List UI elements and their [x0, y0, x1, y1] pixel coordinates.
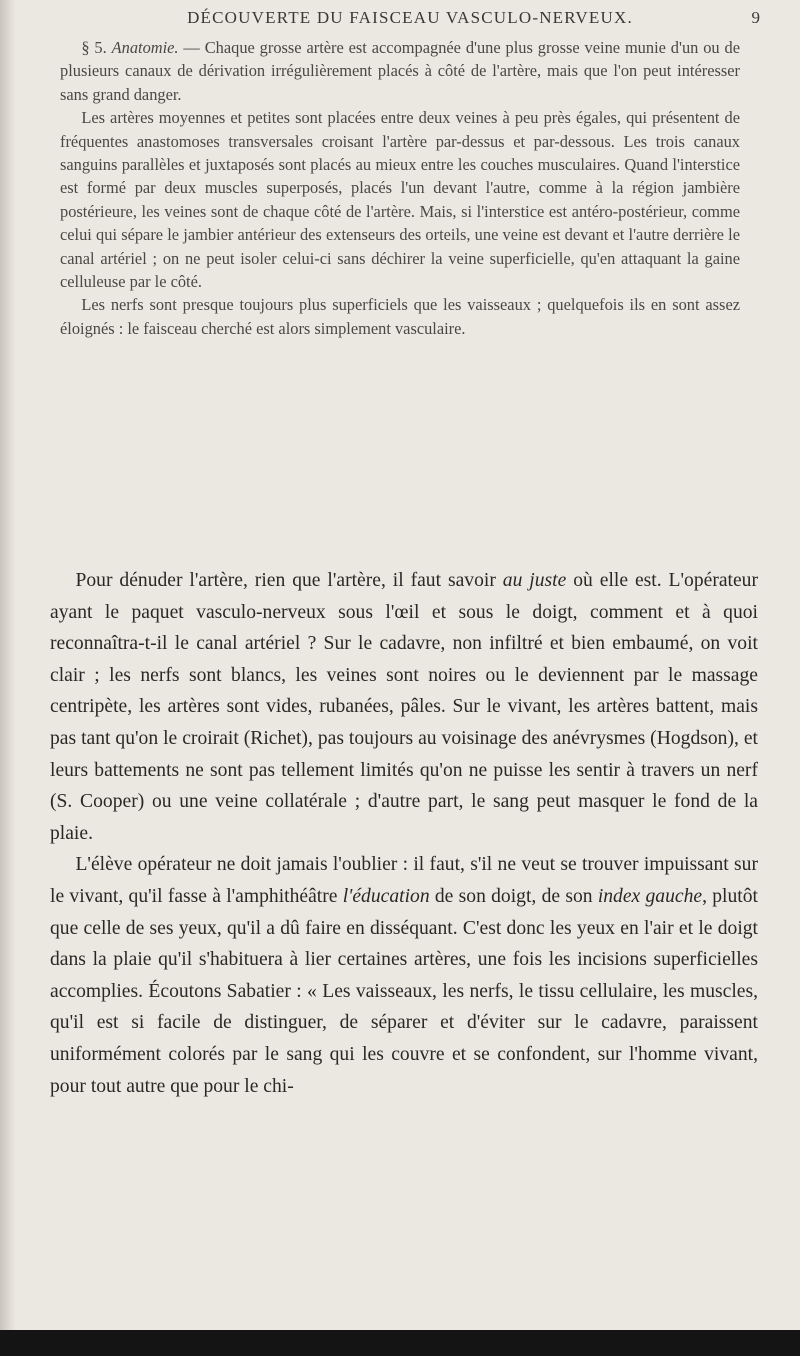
emphasis-au-juste: au juste: [502, 570, 567, 591]
section-number: § 5.: [81, 38, 112, 57]
page-number: 9: [751, 8, 760, 27]
main-paragraph-1-part-1: Pour dénuder l'artère, rien que l'artère, il faut savoir: [75, 570, 503, 591]
scan-bottom-edge: [0, 1330, 800, 1356]
running-title: DÉCOUVERTE DU FAISCEAU VASCULO-NERVEUX.: [187, 8, 633, 27]
main-paragraph-2-part-2: de son doigt, de son: [429, 885, 598, 907]
main-paragraph-1: [50, 565, 758, 849]
page-binding-edge: [0, 0, 16, 1356]
section-title: Anatomie.: [111, 38, 179, 57]
main-paragraph-2: [50, 849, 758, 1102]
anatomy-paragraph-1-text: — Chaque grosse artère est accompagnée d'une plus grosse veine munie d'un ou de plusieurs canaux de dérivation irrégulièrement placés à côté de l'artère, mais que l'on peut intéresser sans grand danger.: [60, 38, 740, 104]
main-paragraph-2-part-3: , plutôt que celle de ses yeux, qu'il a dû faire en disséquant. C'est donc les yeux en l'air et le doigt dans la plaie qu'il s'habituera à lier certaines artères, une fois les incisions superficielles accomplies. Écoutons Sabatier : « Les vaisseaux, les nerfs, le tissu cellulaire, les muscles, qu'il est si facile de distinguer, de séparer et d'éviter sur le cadavre, paraissent uniformément colorés par le sang qui les couvre et se confondent, sur l'homme vivant, pour tout autre que pour le chi-: [50, 885, 758, 1097]
page-header: [60, 8, 760, 34]
main-paragraph-2-part-1: L'élève opérateur ne doit jamais l'oublier : il faut, s'il ne veut se trouver impuissant sur le vivant, qu'il fasse à l'amphithéâtre: [50, 854, 758, 907]
main-text: [50, 565, 758, 1102]
anatomy-paragraph-3: Les nerfs sont presque toujours plus superficiels que les vaisseaux ; quelquefois ils en sont assez éloignés : le faisceau cherché est alors simplement vasculaire.: [60, 295, 740, 338]
anatomy-paragraph-1: [60, 36, 740, 106]
emphasis-education: l'éducation: [342, 885, 430, 907]
anatomy-paragraph-2: Les artères moyennes et petites sont placées entre deux veines à peu près égales, qui présentent de fréquentes anastomoses transversales croisant l'artère par-dessus et par-dessous. Les trois canaux sanguins parallèles et juxtaposés sont placés au mieux entre les couches musculaires. Quand l'interstice est formé par deux muscles superposés, placés l'un devant l'autre, comme à la région jambière postérieure, les veines sont de chaque côté de l'artère. Mais, si l'interstice est antéro-postérieur, comme celui qui sépare le jambier antérieur des extenseurs des orteils, une veine est devant et l'autre derrière le canal artériel ; on ne peut isoler celui-ci sans déchirer la veine superficielle, qu'en attaquant la gaine celluleuse par le côté.: [60, 108, 740, 292]
main-paragraph-1-part-2: où elle est. L'opérateur ayant le paquet vasculo-nerveux sous l'œil et sous le doigt, comment et à quoi reconnaîtra-t-il le canal artériel ? Sur le cadavre, non infiltré et bien embaumé, on voit clair ; les nerfs sont blancs, les veines sont noires ou le deviennent par le massage centripète, les artères sont vides, rubanées, pâles. Sur le vivant, les artères battent, mais pas tant qu'on le croirait (Richet), pas toujours au voisinage des anévrysmes (Hogdson), et leurs battements ne sont pas tellement limités qu'on ne puisse les sentir à travers un nerf (S. Cooper) ou une veine collatérale ; d'autre part, le sang peut masquer le fond de la plaie.: [50, 570, 759, 844]
anatomy-section: [60, 36, 740, 340]
emphasis-index-gauche: index gauche: [597, 885, 703, 907]
